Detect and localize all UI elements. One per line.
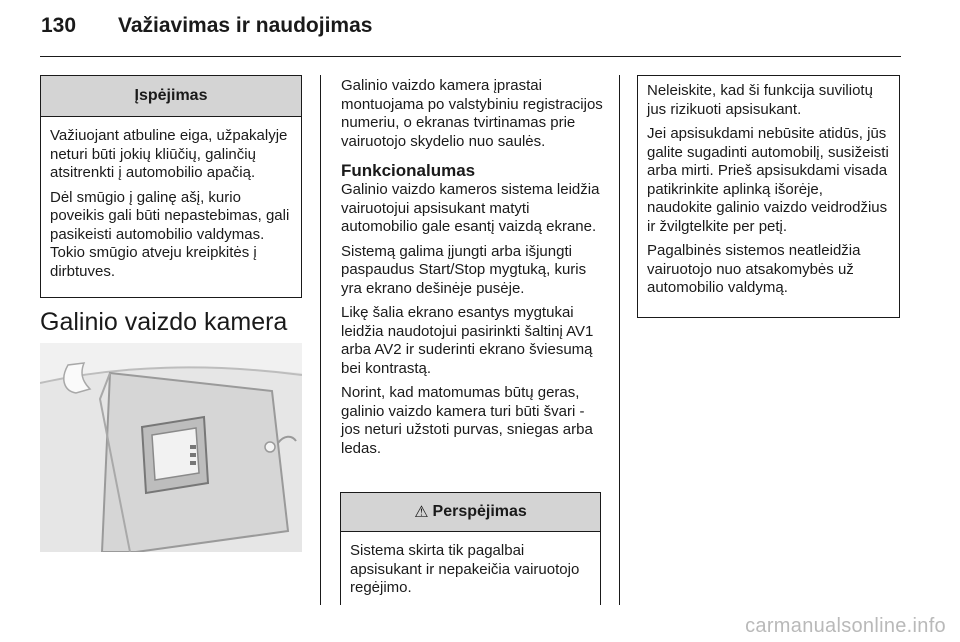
caution-box-title: Perspėjimas <box>432 503 527 520</box>
warning-paragraph-2: Dėl smūgio į galinę ašį, kurio poveikis gali būti nepastebimas, gali pasikeisti automobilio valdymas. Tokio smūgio atveju kreipkitės į dirbtuves. <box>50 188 290 280</box>
warning-box-header <box>41 76 301 117</box>
caution-paragraph: Sistema skirta tik pagalbai apsisukant ir nepakeičia vairuotojo regėjimo. <box>350 542 580 596</box>
page-number: 130 <box>41 14 77 37</box>
warning-box-title: Įspėjimas <box>134 87 208 104</box>
page-title: Važiavimas ir naudojimas <box>118 14 373 37</box>
intro-paragraph: Galinio vaizdo kamera įprastai montuojama po valstybiniu registracijos numeriu, o ekranas tvirtinamas prie vairuotojo skydelio nuo saulės. <box>341 77 603 150</box>
caution-box-body <box>341 532 600 606</box>
caution-box-header <box>341 493 600 532</box>
right-paragraph-2: Jei apsisukdami nebūsite atidūs, jūs galite sugadinti automobilį, susižeisti arba mirti. Prieš apsisukdami visada patikrinkite aplinką išorėje, naudokite galinio vaizdo veidrodžius ir žvilgtelkite per petį. <box>647 125 889 235</box>
middle-column <box>341 77 603 464</box>
section-title: Galinio vaizdo kamera <box>40 308 288 336</box>
right-paragraph-3: Pagalbinės sistemos neatleidžia vairuotojo nuo atsakomybės už automobilio valdymą. <box>647 242 861 296</box>
column-divider-right <box>619 75 620 605</box>
header-rule <box>40 56 901 57</box>
column-divider-left <box>320 75 321 605</box>
warning-paragraph-1: Važiuojant atbuline eiga, užpakalyje neturi būti jokių kliūčių, galinčių atsitrenkti į automobilio apačią. <box>50 127 288 181</box>
warning-box-body <box>41 117 301 289</box>
function-paragraph-1: Galinio vaizdo kameros sistema leidžia vairuotojui apsisukant matyti automobilio gale esantį vaizdą ekrane. <box>341 181 600 235</box>
watermark: carmanualsonline.info <box>745 615 946 637</box>
right-box-top-bar <box>637 75 900 76</box>
right-paragraph-1: Neleiskite, kad ši funkcija suviliotų jus rizikuoti apsisukant. <box>647 82 873 118</box>
right-box-body <box>638 75 899 306</box>
subheading-functionality: Funkcionalumas <box>341 161 476 180</box>
caution-box <box>340 492 601 605</box>
function-paragraph-3: Likę šalia ekrano esantys mygtukai leidžia naudotojui pasirinkti šaltinį AV1 arba AV2 ir suderinti ekrano šviesumą bei kontrastą. <box>341 304 594 377</box>
function-paragraph-4: Norint, kad matomumas būtų geras, galinio vaizdo kamera turi būti švari - jos neturi užstoti purvas, sniegas arba ledas. <box>341 384 593 457</box>
illustration-drawing <box>40 343 302 552</box>
function-paragraph-2: Sistemą galima įjungti arba išjungti paspaudus Start/Stop mygtuką, kuris yra ekrano dešinėje pusėje. <box>341 242 587 297</box>
warning-triangle-icon: ⚠ <box>414 504 429 521</box>
warning-box <box>40 75 302 298</box>
right-warning-box <box>637 75 900 318</box>
sun-visor-monitor-illustration <box>40 343 302 552</box>
